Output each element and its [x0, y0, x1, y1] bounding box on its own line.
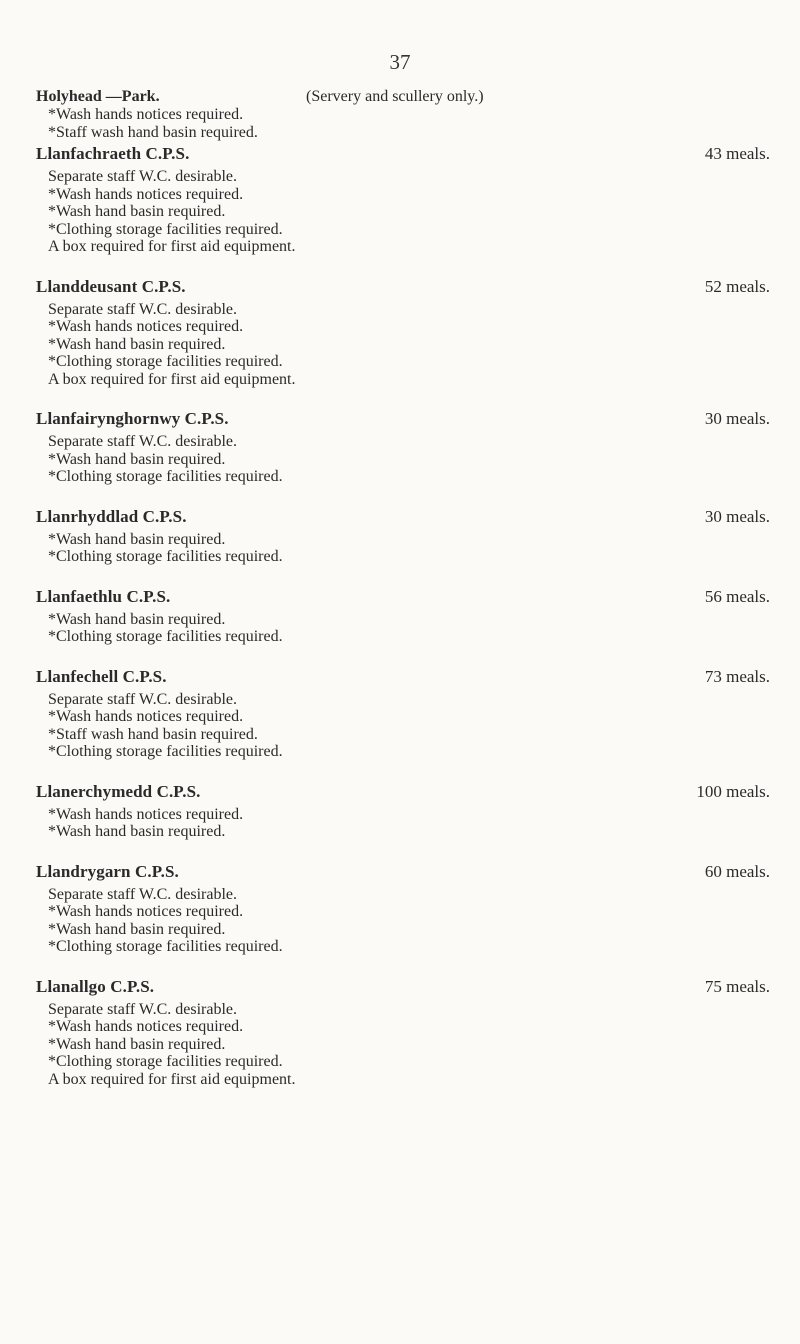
school-entry-header	[36, 782, 776, 802]
header-entry-note: *Staff wash hand basin required.	[48, 124, 258, 141]
header-entry-note: *Wash hands notices required.	[48, 106, 244, 123]
header-entry	[36, 88, 756, 142]
school-entry-header	[36, 507, 776, 527]
school-name: Llanfachraeth C.P.S.	[36, 144, 190, 163]
school-name: Llanrhyddlad C.P.S.	[36, 506, 187, 526]
requirement-note: *Wash hands notices required.	[48, 903, 244, 920]
school-entry	[36, 587, 776, 646]
requirements-list	[48, 433, 776, 486]
requirement-note: Separate staff W.C. desirable.	[48, 168, 237, 185]
school-name: Llanddeusant C.P.S.	[36, 276, 186, 296]
meals-count: 30 meals.	[704, 506, 770, 526]
requirement-note: *Wash hands notices required.	[48, 1018, 244, 1035]
header-entry-line	[36, 88, 756, 106]
requirement-note: *Wash hand basin required.	[48, 530, 226, 548]
requirement-note: *Wash hand basin required.	[48, 610, 226, 628]
requirement-note: *Wash hand basin required.	[48, 335, 226, 353]
requirements-list	[48, 1001, 776, 1089]
meals-count: 56 meals.	[704, 586, 770, 606]
requirement-note: *Wash hand basin required.	[48, 823, 226, 840]
requirement-note: Separate staff W.C. desirable.	[48, 300, 237, 318]
school-name: Llanfairynghornwy C.P.S.	[36, 409, 229, 428]
requirement-note: *Wash hand basin required.	[48, 920, 226, 938]
school-entries-list	[36, 144, 776, 1109]
school-entry	[36, 409, 776, 486]
requirement-note: Separate staff W.C. desirable.	[48, 1000, 237, 1018]
school-entry	[36, 507, 776, 566]
meals-count: 43 meals.	[704, 144, 770, 163]
meals-count: 52 meals.	[704, 276, 770, 296]
meals-count: 75 meals.	[704, 976, 770, 996]
requirement-note: A box required for first aid equipment.	[48, 238, 296, 255]
requirement-note: *Wash hand basin required.	[48, 1035, 226, 1053]
school-entry-header	[36, 977, 776, 997]
requirement-note: Separate staff W.C. desirable.	[48, 433, 237, 450]
requirement-note: *Staff wash hand basin required.	[48, 725, 258, 743]
meals-count: 60 meals.	[704, 861, 770, 881]
page-number: 37	[389, 50, 411, 74]
requirement-note: *Wash hands notices required.	[48, 708, 244, 725]
requirements-list	[48, 691, 776, 761]
requirement-note: A box required for first aid equipment.	[48, 370, 296, 388]
school-name: Llanfechell C.P.S.	[36, 666, 167, 686]
requirement-note: *Wash hands notices required.	[48, 185, 244, 203]
school-entry	[36, 782, 776, 841]
requirement-note: *Clothing storage facilities required.	[48, 743, 283, 760]
requirement-note: *Clothing storage facilities required.	[48, 220, 283, 238]
school-entry-header	[36, 862, 776, 882]
requirement-note: *Clothing storage facilities required.	[48, 468, 283, 485]
school-entry	[36, 977, 776, 1089]
school-entry-header	[36, 667, 776, 687]
school-name: Llanerchymedd C.P.S.	[36, 781, 201, 801]
school-name: Llanfaethlu C.P.S.	[36, 586, 171, 606]
requirement-note: Separate staff W.C. desirable.	[48, 690, 237, 708]
school-entry-header	[36, 144, 776, 164]
school-entry	[36, 277, 776, 389]
requirements-list	[48, 611, 776, 646]
school-name: Llanallgo C.P.S.	[36, 976, 155, 996]
school-entry-header	[36, 587, 776, 607]
header-entry-title: Holyhead —Park.	[36, 88, 160, 105]
meals-count: 73 meals.	[704, 666, 770, 686]
requirement-note: *Clothing storage facilities required.	[48, 628, 283, 645]
requirement-note: *Clothing storage facilities required.	[48, 353, 283, 370]
requirements-list	[48, 886, 776, 956]
school-entry	[36, 862, 776, 956]
requirement-note: *Wash hand basin required.	[48, 203, 226, 220]
requirement-note: *Clothing storage facilities required.	[48, 1053, 283, 1070]
requirement-note: *Clothing storage facilities required.	[48, 548, 283, 565]
requirement-note: *Wash hands notices required.	[48, 318, 244, 335]
requirements-list	[48, 806, 776, 841]
requirement-note: *Wash hand basin required.	[48, 450, 226, 468]
school-entry-header	[36, 277, 776, 297]
requirement-note: A box required for first aid equipment.	[48, 1070, 296, 1088]
school-name: Llandrygarn C.P.S.	[36, 861, 179, 881]
school-entry-header	[36, 409, 776, 429]
school-entry	[36, 667, 776, 761]
requirements-list	[48, 301, 776, 389]
requirements-list	[48, 531, 776, 566]
meals-count: 30 meals.	[704, 409, 770, 428]
school-entry	[36, 144, 776, 256]
header-entry-qualifier: (Servery and scullery only.)	[306, 88, 484, 105]
meals-count: 100 meals.	[696, 781, 770, 801]
requirement-note: *Clothing storage facilities required.	[48, 938, 283, 955]
requirement-note: *Wash hands notices required.	[48, 805, 244, 823]
requirement-note: Separate staff W.C. desirable.	[48, 885, 237, 903]
requirements-list	[48, 168, 776, 256]
